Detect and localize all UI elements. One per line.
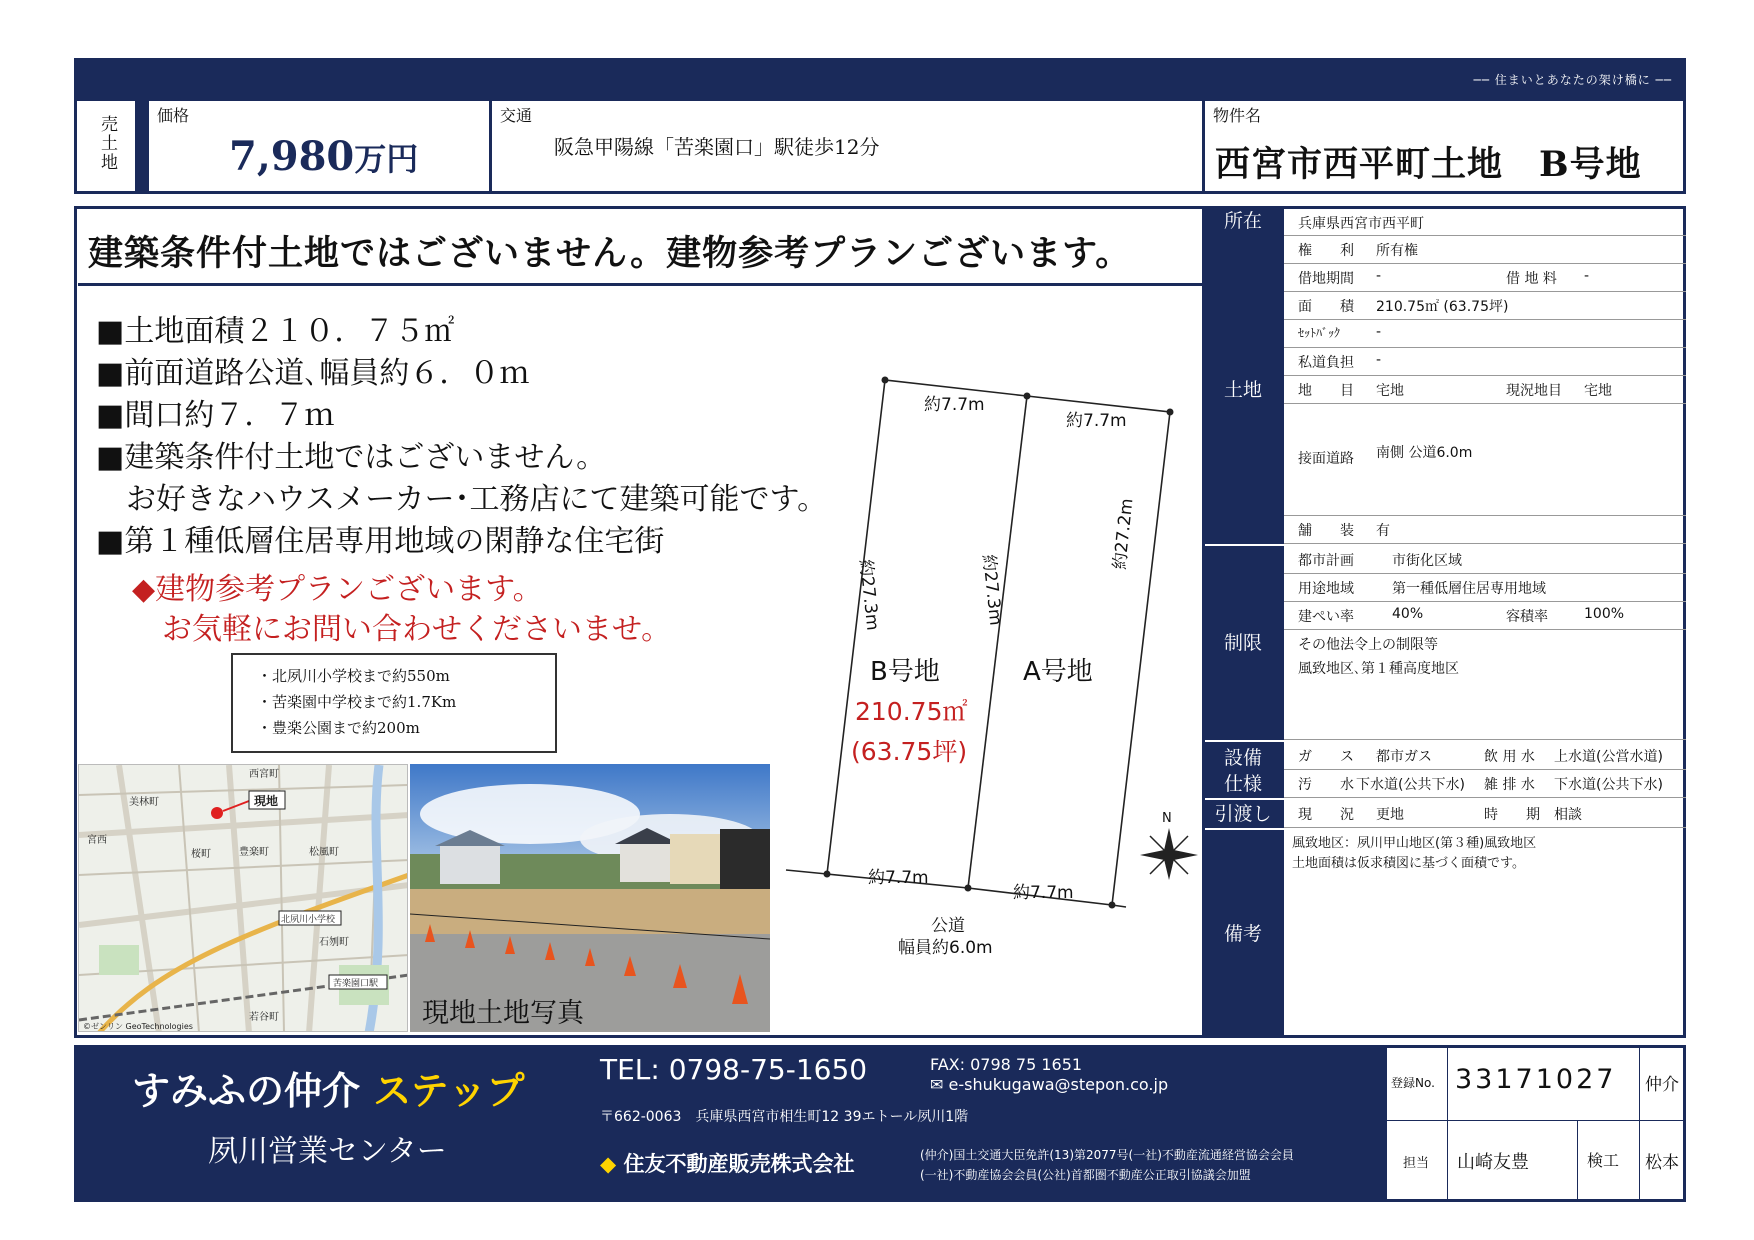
- location-value: 兵庫県西宮市西平町: [1298, 216, 1424, 232]
- sale-type-cell: [77, 101, 135, 191]
- handover-header: 引渡し: [1202, 800, 1284, 828]
- rights-value: 所有権: [1376, 243, 1418, 259]
- facility-item: ・苦楽園中学校まで約1.7Km: [257, 693, 457, 711]
- area-key: 面 積: [1298, 299, 1354, 315]
- leasefee-key: 借 地 料: [1506, 271, 1557, 287]
- email-address[interactable]: e-shukugawa@stepon.co.jp: [948, 1075, 1169, 1094]
- spec-label: 仕様: [1223, 773, 1262, 795]
- setback-row: [1284, 320, 1686, 348]
- brand-name: すみふの仲介: [132, 1069, 361, 1113]
- bcr-value: 40%: [1392, 606, 1424, 622]
- sale-type: 売土地: [97, 115, 117, 172]
- phone-number[interactable]: TEL: 0798-75-1650: [600, 1053, 868, 1086]
- feature-item: ■第１種低層住居専用地域の閑静な住宅街: [96, 524, 665, 559]
- price-value: 7,980: [229, 133, 355, 180]
- access-value: 阪急甲陽線「苦楽園口」駅徒歩12分: [554, 135, 880, 159]
- plot-a-top: 約7.7m: [1066, 411, 1127, 431]
- current-key: 現況地目: [1506, 383, 1562, 399]
- map-label: 苦楽園口駅: [333, 979, 379, 989]
- map-label: 宮西: [87, 835, 107, 846]
- map-label: 松風町: [309, 847, 339, 858]
- plot-b-bottom: 約7.7m: [868, 868, 929, 888]
- remark-line: 風致地区：夙川甲山地区(第３種)風致地区: [1292, 836, 1537, 851]
- price-cell: [149, 101, 489, 191]
- road-row: [1284, 404, 1686, 516]
- map-label: 西宮町: [249, 769, 279, 780]
- map-label: 若谷町: [249, 1012, 279, 1023]
- nearby-facilities-box: [231, 653, 557, 753]
- company-name: 住友不動産販売株式会社: [623, 1152, 855, 1176]
- price-unit: 万円: [354, 140, 419, 178]
- rights-key: 権 利: [1298, 243, 1354, 259]
- staff-label: 担当: [1403, 1156, 1430, 1171]
- road-line: [786, 870, 827, 874]
- company-logo-icon: ◆: [600, 1152, 617, 1176]
- facility-item: ・豊楽公園まで約200m: [257, 719, 420, 737]
- check-name: 松本: [1645, 1153, 1679, 1173]
- staff-name: 山崎友豊: [1457, 1152, 1529, 1173]
- paving-row: [1284, 516, 1686, 544]
- location-pin-icon: [211, 807, 223, 819]
- paving-key: 舗 装: [1298, 523, 1354, 539]
- private-road-row: [1284, 348, 1686, 376]
- map-label: 豊楽町: [239, 847, 269, 858]
- plot-b-right: 約27.3m: [978, 553, 1006, 627]
- rights-row: [1284, 236, 1686, 264]
- plot-divider: [968, 396, 1027, 888]
- property-label: 物件名: [1213, 106, 1262, 125]
- map-label: 美林町: [129, 797, 159, 808]
- property-name: 西宮市西平町土地 B号地: [1215, 144, 1642, 185]
- handover-row: [1284, 800, 1686, 828]
- plot-b-top: 約7.7m: [924, 395, 985, 415]
- compass-icon: [1140, 811, 1198, 880]
- lease-value: -: [1376, 268, 1382, 284]
- coverage-row: [1284, 602, 1686, 630]
- remarks-header: 備考: [1202, 830, 1284, 1038]
- map-graphic: [79, 765, 408, 1032]
- remark-line: 土地面積は仮求積図に基づく面積です。: [1292, 856, 1525, 871]
- city-key: 都市計画: [1298, 553, 1354, 569]
- access-label: 交通: [500, 106, 533, 125]
- other-value: 風致地区､第１種高度地区: [1298, 661, 1459, 677]
- plot-b-left: 約27.3m: [855, 558, 883, 632]
- feature-item: お好きなハウスメーカー･工務店にて建築可能です。: [96, 482, 828, 517]
- email-line: [930, 1075, 1168, 1094]
- property-cell: [1205, 101, 1683, 191]
- feature-item: ■建築条件付土地ではございません。: [96, 440, 607, 475]
- price-label: 価格: [157, 106, 190, 125]
- check-label: 検工: [1587, 1151, 1620, 1170]
- tagline: ── 住まいとあなたの架け橋に ──: [1473, 73, 1672, 87]
- plot-diagram: [770, 360, 1210, 960]
- sewage-row: [1284, 770, 1686, 798]
- headline: 建築条件付土地ではございません。建物参考プランございます。: [88, 233, 1132, 274]
- far-value: 100%: [1584, 606, 1625, 622]
- other-key: その他法令上の制限等: [1298, 637, 1438, 653]
- status-key: 現 況: [1298, 807, 1354, 823]
- misc-key: 雑 排 水: [1484, 777, 1535, 793]
- plot-b-area: 210.75㎡: [855, 697, 968, 726]
- private-road-value: -: [1376, 352, 1382, 368]
- facility-item: ・北夙川小学校まで約550m: [257, 667, 450, 685]
- status-value: 更地: [1376, 807, 1404, 823]
- sewage-key: 汚 水: [1298, 777, 1354, 793]
- road-width: 幅員約6.0m: [898, 938, 993, 958]
- setback-value: -: [1376, 324, 1382, 340]
- timing-value: 相談: [1554, 807, 1582, 823]
- registration-box: [1384, 1045, 1686, 1202]
- brand-logo: [132, 1060, 525, 1115]
- map-label: 桜町: [191, 849, 211, 860]
- setback-key: ｾｯﾄﾊﾞｯｸ: [1298, 326, 1341, 340]
- top-bar: [74, 58, 1686, 98]
- area-value: 210.75㎡ (63.75坪): [1376, 299, 1509, 315]
- headline-box: [78, 210, 1204, 286]
- company-line: [600, 1148, 854, 1178]
- reg-number: 33171027: [1455, 1064, 1617, 1095]
- leasefee-value: -: [1584, 268, 1590, 284]
- price: [229, 133, 418, 180]
- water-value: 上水道(公営水道): [1554, 749, 1663, 765]
- private-road-key: 私道負担: [1298, 355, 1354, 371]
- brand-accent: ステップ: [373, 1069, 525, 1113]
- site-photo: [410, 764, 770, 1032]
- category-row: [1284, 376, 1686, 404]
- misc-value: 下水道(公共下水): [1554, 777, 1663, 793]
- category-key: 地 目: [1298, 383, 1354, 399]
- lease-key: 借地期間: [1298, 271, 1354, 287]
- current-value: 宅地: [1584, 383, 1612, 399]
- location-header: 所在: [1202, 206, 1284, 236]
- paving-value: 有: [1376, 523, 1390, 539]
- sewage-value: 下水道(公共下水): [1356, 777, 1465, 793]
- promo-line: お気軽にお問い合わせくださいませ。: [132, 612, 672, 647]
- city-plan-row: [1284, 546, 1686, 574]
- office-name: 夙川営業センター: [208, 1134, 447, 1169]
- plot-b-label: B号地: [870, 657, 940, 687]
- zoning-key: 用途地域: [1298, 581, 1354, 597]
- timing-key: 時 期: [1484, 807, 1540, 823]
- mail-icon: ✉: [930, 1075, 944, 1094]
- feature-item: ■前面道路公道､幅員約６．０ｍ: [96, 356, 530, 391]
- bcr-key: 建ぺい率: [1298, 609, 1354, 625]
- map-label: 石刎町: [319, 937, 349, 948]
- site-photo-graphic: [410, 764, 770, 1032]
- water-key: 飲 用 水: [1484, 749, 1535, 765]
- equipment-label: 設備: [1223, 747, 1262, 769]
- road-key: 接面道路: [1298, 451, 1354, 467]
- road-label: 公道: [931, 916, 965, 936]
- license-line: (一社)不動産協会会員(公社)首都圏不動産公正取引協議会加盟: [920, 1168, 1251, 1182]
- limit-header: 制限: [1202, 546, 1284, 740]
- map-genchi: 現地: [254, 794, 279, 808]
- compass-north: N: [1162, 811, 1172, 826]
- plot-a-label: A号地: [1023, 657, 1093, 687]
- category-value: 宅地: [1376, 383, 1404, 399]
- plot-a-right: 約27.2m: [1110, 497, 1138, 571]
- photo-caption: 現地土地写真: [422, 998, 584, 1029]
- feature-item: ■間口約７．７ｍ: [96, 398, 335, 433]
- office-address: 〒662-0063 兵庫県西宮市相生町12 39エトール夙川1階: [600, 1109, 969, 1125]
- city-value: 市街化区域: [1392, 553, 1462, 569]
- plot-outline: [827, 380, 1170, 905]
- plot-a-bottom: 約7.7m: [1013, 883, 1074, 903]
- map-credit: ©ゼンリン GeoTechnologies: [83, 1022, 193, 1031]
- reg-type: 仲介: [1645, 1075, 1679, 1095]
- gas-row: [1284, 742, 1686, 770]
- zoning-row: [1284, 574, 1686, 602]
- reg-label: 登録No.: [1391, 1076, 1435, 1090]
- gas-key: ガ ス: [1298, 749, 1354, 765]
- zoning-value: 第一種低層住居専用地域: [1392, 581, 1546, 597]
- fax-number: FAX: 0798 75 1651: [930, 1055, 1083, 1074]
- access-cell: [492, 101, 1202, 191]
- plot-b-tsubo: (63.75坪): [851, 737, 968, 766]
- feature-item: ■土地面積２１０．７５㎡: [96, 314, 455, 349]
- other-limits-row: [1284, 630, 1686, 740]
- promo-line: ◆建物参考プランございます。: [132, 572, 543, 607]
- land-header: 土地: [1202, 236, 1284, 544]
- far-key: 容積率: [1506, 609, 1548, 625]
- equipment-header: [1202, 742, 1284, 798]
- map-label: 北夙川小学校: [281, 915, 336, 925]
- area-row: [1284, 292, 1686, 320]
- remarks-box: [1284, 830, 1686, 1035]
- lease-row: [1284, 264, 1686, 292]
- gas-value: 都市ガス: [1376, 749, 1432, 765]
- location-map: [78, 764, 408, 1032]
- location-row: [1284, 209, 1686, 236]
- license-line: (仲介)国土交通大臣免許(13)第2077号(一社)不動産流通経営協会会員: [920, 1148, 1294, 1162]
- road-value: 南側 公道6.0m: [1376, 445, 1473, 461]
